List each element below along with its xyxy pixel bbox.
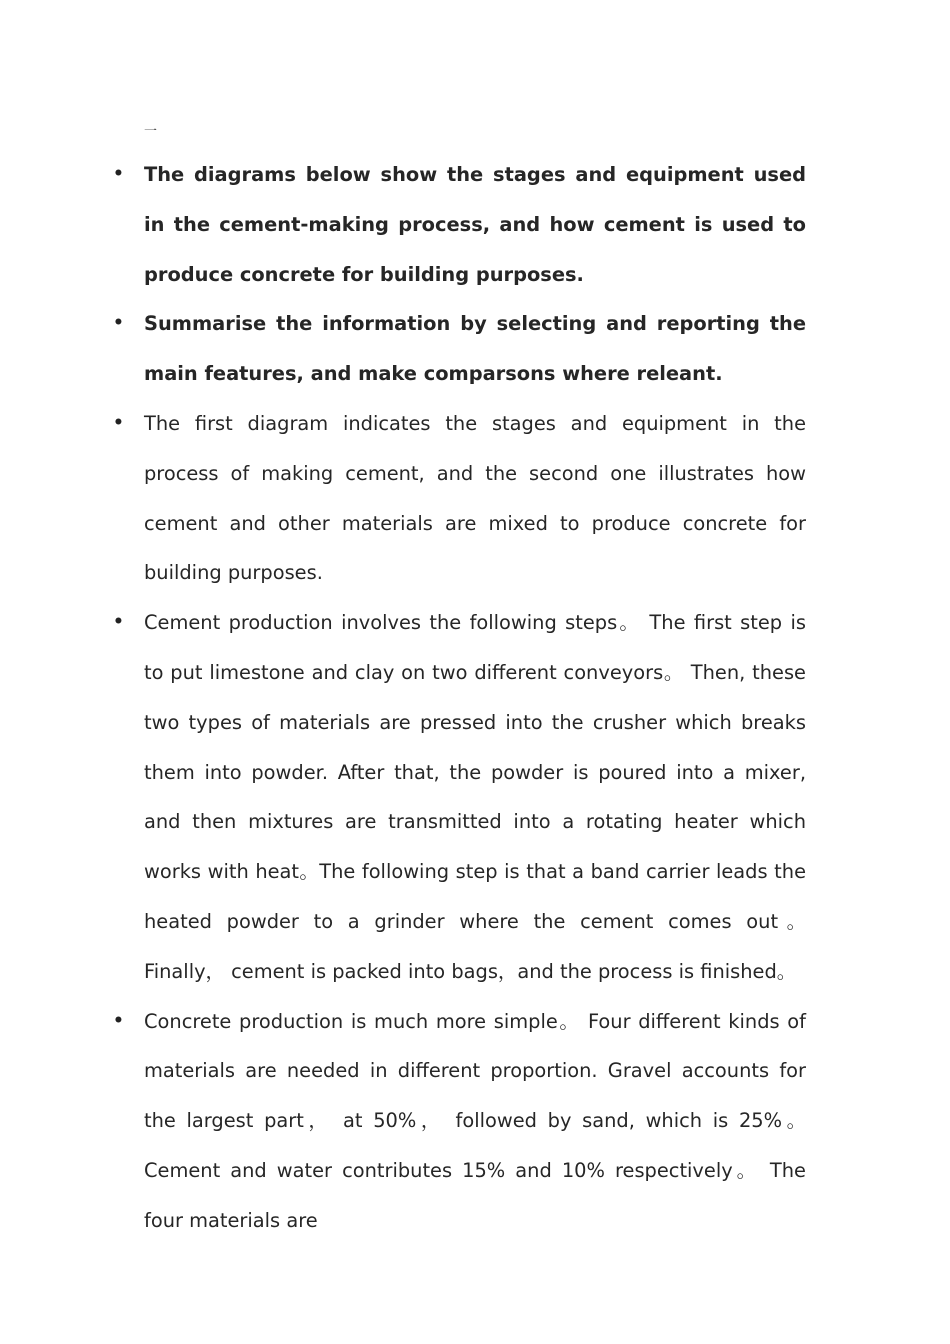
cement-process-paragraph [113,598,806,996]
bullet-icon: • [113,164,124,184]
task-instruction-paragraph [113,299,806,399]
bullet-list [113,150,806,1246]
concrete-process-paragraph [113,997,806,1246]
bullet-icon: • [113,1010,124,1031]
paragraph-text: Concrete production is much more simple。 Four different kinds of materials are needed in different proportion. Gravel accounts for the largest part， at 50%， followed by sand, which is 25%。 Cement and water contributes 15% and 10% respectively。 The four materials are [144,1009,806,1232]
task-prompt-paragraph [113,150,806,299]
bullet-icon: • [113,313,124,334]
overview-paragraph [113,399,806,598]
paragraph-text: Cement production involves the following steps。 The first step is to put limestone and clay on two different conveyors。 Then, these two types of materials are pressed into the crusher which breaks them into powder. After that, the powder is poured into a mixer, and then mixtures are transmitted into a rotating heater which works with heat。The following step is that a band carrier leads the heated powder to a grinder where the cement comes out。 Finally， cement is packed into bags，and the process is finished。 [144,611,806,983]
bullet-icon: • [113,412,124,433]
paragraph-text: The first diagram indicates the stages and equipment in the process of making cement, and the second one illustrates how cement and other materials are mixed to produce concrete for building purposes. [144,411,806,585]
header-mark: 一 [144,124,158,139]
paragraph-text: Summarise the information by selecting and reporting the main features, and make comparsons where releant. [144,312,806,386]
paragraph-text: The diagrams below show the stages and equipment used in the cement-making process, and how cement is used to produce concrete for building purposes. [144,163,806,286]
bullet-icon: • [113,612,124,633]
